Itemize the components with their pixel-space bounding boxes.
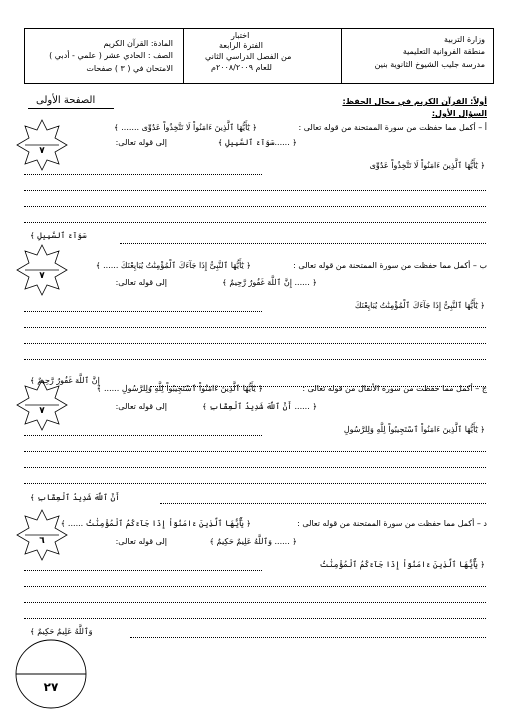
exam-header: [24, 28, 494, 84]
question-title: السؤال الأول:: [431, 109, 487, 118]
mark-star: [15, 243, 69, 297]
question-mark-value: ٧: [39, 406, 45, 416]
answer-line: [24, 190, 486, 191]
star-icon: [15, 243, 69, 297]
question-end-verse: ﴿ ...... أَنَّ ٱللَّهَ شَدِيدُ ٱلْعِقَابِ ﴾: [202, 402, 317, 411]
exam-label: اختبار: [231, 31, 250, 40]
answer-line: [24, 174, 262, 175]
question-to-label: إلى قوله تعالى:: [115, 278, 167, 287]
total-score-circle: [14, 638, 88, 710]
question-end-verse: ﴿ ...... وَٱللَّهُ عَلِيمٌ حَكِيمٌ ﴾: [209, 537, 297, 546]
district-name: منطقة الفروانية التعليمية: [402, 47, 485, 56]
answer-line: [24, 311, 262, 312]
answer-end-verse: سَوَآءَ ٱلسَّبِيلِ ﴾: [30, 231, 87, 240]
answer-line: [24, 327, 486, 328]
question-to-label: إلى قوله تعالى:: [115, 138, 167, 147]
answer-start-verse: ﴿ يَٰٓأَيُّهَا ٱلَّذِينَ ءَامَنُواْ ٱسْتَجِيبُواْ لِلَّهِ وَلِلرَّسُولِ: [343, 425, 485, 434]
question-start-verse: ﴿ يَٰٓأَيُّهَا ٱلنَّبِىُّ إِذَا جَآءَكَ ٱلْمُؤْمِنَٰتُ يُبَايِعْنَكَ ...... ﴾: [95, 261, 251, 270]
header-divider: [183, 29, 184, 83]
answer-line: [24, 343, 486, 344]
answer-line: [24, 451, 486, 452]
total-score-value: ٢٧: [43, 680, 59, 694]
answer-line: [24, 483, 486, 484]
school-name: مدرسة جليب الشيوخ الثانوية بنين: [374, 60, 485, 69]
question-prompt: ب – أكمل مما حفظت من سورة الممتحنة من قوله تعالى :: [293, 261, 487, 270]
answer-line: [160, 503, 486, 504]
ministry-name: وزارة التربية: [444, 35, 485, 44]
question-end-verse: ﴿ ......سَوَآءَ ٱلسَّبِيلِ ﴾: [217, 138, 297, 147]
answer-line: [24, 222, 486, 223]
grade-label: الصف : الحادي عشر ( علمي - أدبي ): [49, 51, 173, 60]
mark-star: [15, 118, 69, 172]
answer-line: [24, 206, 486, 207]
section-title: أولاً: القرآن الكريم في مجال الحفظ:: [342, 97, 487, 106]
answer-line: [120, 243, 486, 244]
answer-line: [130, 637, 486, 638]
answer-end-verse: وَٱللَّهُ عَلِيمٌ حَكِيمٌ ﴾: [30, 627, 93, 636]
star-icon: [15, 378, 69, 432]
period-label: الفترة الرابعة: [219, 41, 263, 50]
answer-line: [24, 435, 262, 436]
answer-start-verse: ﴿ يَٰٓأَيُّهَا ٱلَّذِينَ ءَامَنُوٓاْ إِذَا جَآءَكُمُ ٱلْمُؤْمِنَٰتُ: [319, 560, 485, 569]
question-end-verse: ﴿ ...... إِنَّ ٱللَّهَ غَفُورٌ رَّحِيمٌ ﴾: [222, 278, 317, 287]
answer-line: [24, 618, 486, 619]
question-mark-value: ٧: [39, 146, 45, 156]
star-icon: [15, 508, 69, 562]
answer-end-verse: إِنَّ ٱللَّهَ غَفُورٌ رَّحِيمٌ ﴾: [30, 376, 100, 385]
semester-label: من الفصل الدراسي الثاني: [205, 52, 292, 61]
question-mark-value: ٧: [39, 271, 45, 281]
mark-star: [15, 378, 69, 432]
question-to-label: إلى قوله تعالى:: [115, 537, 167, 546]
pages-label: الامتحان في ( ٣ ) صفحات: [86, 64, 173, 73]
answer-line: [24, 467, 486, 468]
subject-label: المادة: القرآن الكريم: [103, 39, 173, 48]
question-to-label: إلى قوله تعالى:: [115, 402, 167, 411]
question-prompt: ج – أكمل مما حفظت من سورة الأنفال من قوله تعالى :: [302, 384, 487, 393]
answer-line: [24, 602, 486, 603]
header-divider: [341, 29, 342, 83]
answer-start-verse: ﴿ يَٰٓأَيُّهَا ٱلنَّبِىُّ إِذَا جَآءَكَ ٱلْمُؤْمِنَٰتُ يُبَايِعْنَكَ: [354, 301, 485, 310]
question-start-verse: ﴿ يَٰٓأَيُّهَا ٱلَّذِينَ ءَامَنُواْ ٱسْتَجِيبُواْ لِلَّهِ وَلِلرَّسُولِ ...... ﴾: [96, 384, 263, 393]
answer-start-verse: ﴿ يَٰٓأَيُّهَا ٱلَّذِينَ ءَامَنُواْ لَا تَتَّخِذُواْ عَدُوِّى: [369, 161, 485, 170]
star-icon: [15, 118, 69, 172]
question-mark-value: ٦: [39, 536, 45, 546]
answer-end-verse: أَنَّ ٱللَّهَ شَدِيدُ ٱلْعِقَابِ ﴾: [30, 493, 120, 502]
answer-line: [24, 570, 262, 571]
page-label: الصفحة الأولى: [36, 95, 96, 106]
question-start-verse: ﴿ يَٰٓأَيُّهَا ٱلَّذِينَ ءَامَنُواْ لَا تَتَّخِذُواْ عَدُوِّى ....... ﴾: [114, 123, 257, 132]
circle-icon: [14, 638, 88, 710]
mark-star: [15, 508, 69, 562]
answer-line: [24, 359, 486, 360]
year-label: للعام ٢٠٠٨/٢٠٠٩م: [211, 63, 272, 72]
question-start-verse: ﴿ يَٰٓأَيُّهَا ٱلَّذِينَ ءَامَنُوٓاْ إِذَا جَآءَكُمُ ٱلْمُؤْمِنَٰتُ ...... ﴾: [60, 519, 251, 528]
question-prompt: د – أكمل مما حفظت من سورة الممتحنة من قوله تعالى :: [297, 519, 487, 528]
question-prompt: أ – أكمل مما حفظت من سورة الممتحنة من قوله تعالى :: [298, 123, 487, 132]
page-label-underline: [28, 108, 114, 109]
answer-line: [24, 586, 486, 587]
